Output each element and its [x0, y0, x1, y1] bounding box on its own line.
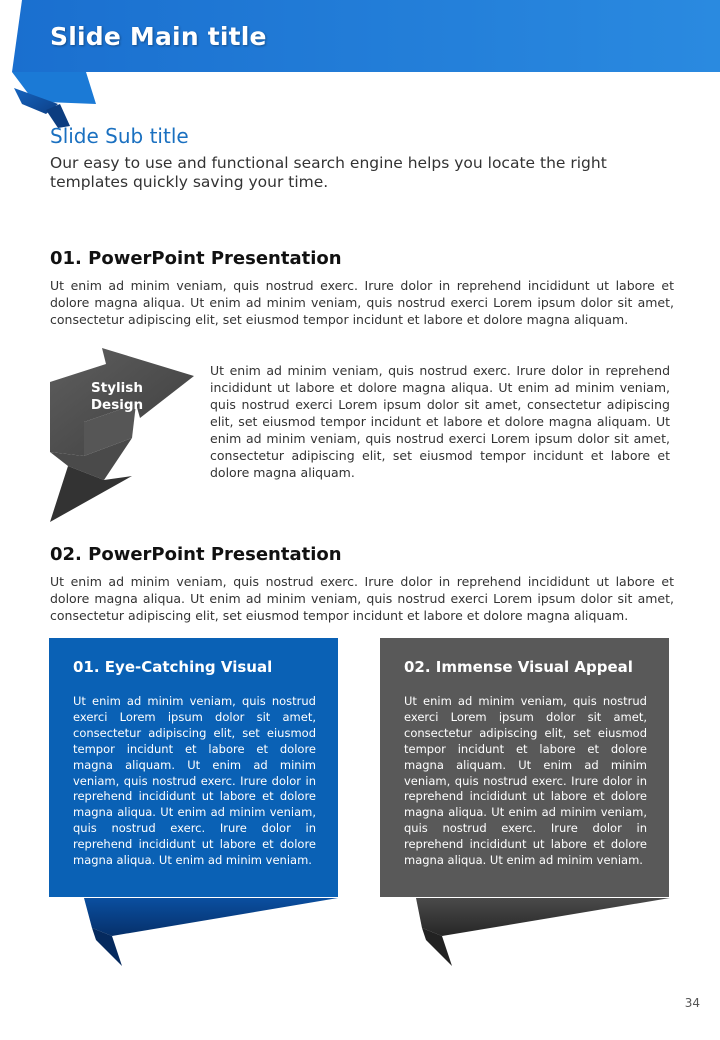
- section1-heading: 01. PowerPoint Presentation: [50, 248, 342, 269]
- feature-box-text: Ut enim ad minim veniam, quis nostrud exerci Lorem ipsum dolor sit amet, consectetur adipiscing elit, set eiusmod tempor incidunt et labore et dolore magna aliquam. Ut enim ad minim veniam, quis nostrud exerc. Irure dolor in reprehend incididunt ut labore et dolore magna aliqua. Ut enim ad minim veniam, quis nostrud exerc. Irure dolor in reprehend incididunt ut labore et dolore magna aliqua. Ut enim ad minim veniam.: [404, 694, 647, 868]
- section1-side-paragraph: Ut enim ad minim veniam, quis nostrud exerc. Irure dolor in reprehend incididunt ut labore et dolore magna aliqua. Ut enim ad minim veniam, quis nostrud exerci Lorem ipsum dolor sit amet, consectetur adipiscing elit, set eiusmod tempor incidunt et labore et dolore magna aliquam. Ut enim ad minim veniam, quis nostrud exerci Lorem ipsum dolor sit amet, consectetur adipiscing elit, set eiusmod tempor incidunt et labore et dolore magna aliquam.: [210, 363, 670, 480]
- feature-box-title: 01. Eye-Catching Visual: [73, 658, 273, 676]
- page-title: Slide Main title: [50, 22, 267, 51]
- arrow-label: [78, 380, 156, 414]
- feature-box-text: Ut enim ad minim veniam, quis nostrud exerci Lorem ipsum dolor sit amet, consectetur adipiscing elit, set eiusmod tempor incidunt et labore et dolore magna aliquam. Ut enim ad minim veniam, quis nostrud exerc. Irure dolor in reprehend incididunt ut labore et dolore magna aliqua. Ut enim ad minim veniam, quis nostrud exerc. Irure dolor in reprehend incididunt ut labore et dolore magna aliqua. Ut enim ad minim veniam.: [73, 694, 316, 868]
- feature-box-immense-appeal: [380, 638, 669, 897]
- box-fold-graphics: [0, 896, 720, 970]
- intro-text: Our easy to use and functional search engine helps you locate the right templates quickly saving your time.: [50, 154, 607, 191]
- feature-box-eye-catching: [49, 638, 338, 897]
- subtitle: Slide Sub title: [50, 124, 189, 148]
- header-banner: [0, 0, 720, 130]
- feature-box-title: 02. Immense Visual Appeal: [404, 658, 633, 676]
- arrow-label-line2: Design: [90, 397, 144, 413]
- section2-heading: 02. PowerPoint Presentation: [50, 544, 342, 565]
- stylish-design-arrow-graphic: [48, 344, 198, 524]
- arrow-label-line1: Stylish: [91, 380, 143, 396]
- section2-paragraph: Ut enim ad minim veniam, quis nostrud exerc. Irure dolor in reprehend incididunt ut labore et dolore magna aliqua. Ut enim ad minim veniam, quis nostrud exerci Lorem ipsum dolor sit amet, consectetur adipiscing elit, set eiusmod tempor incidunt et labore et dolore magna aliquam.: [50, 574, 674, 623]
- section1-paragraph: Ut enim ad minim veniam, quis nostrud exerc. Irure dolor in reprehend incididunt ut labore et dolore magna aliqua. Ut enim ad minim veniam, quis nostrud exerci Lorem ipsum dolor sit amet, consectetur adipiscing elit, set eiusmod tempor incidunt et labore et dolore magna aliquam.: [50, 278, 674, 327]
- page-number: 34: [684, 996, 700, 1010]
